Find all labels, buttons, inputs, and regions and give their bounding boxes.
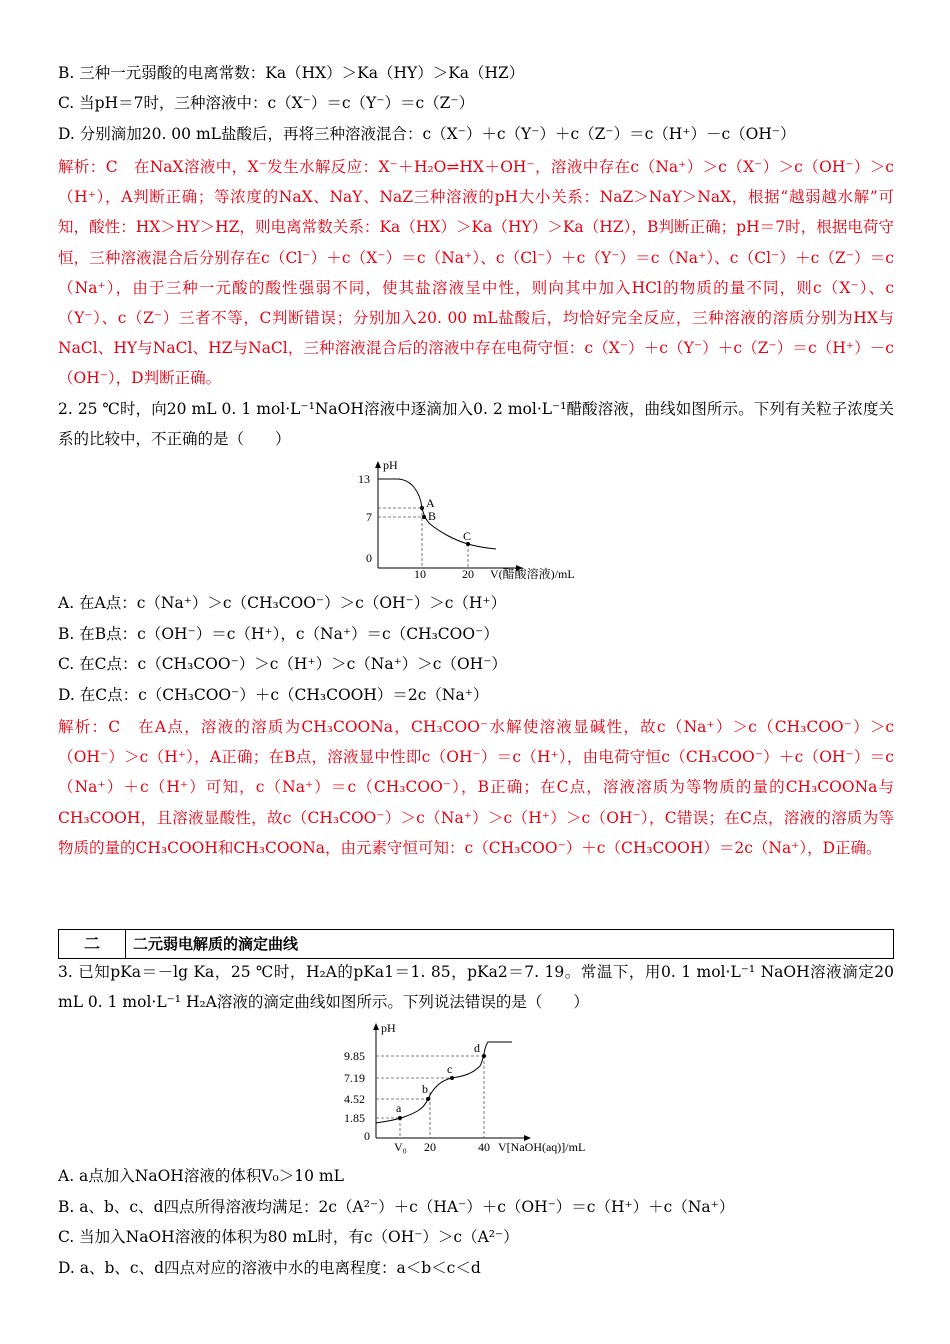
q3-point-a xyxy=(398,1116,402,1120)
q3-x-tick: V₀ xyxy=(394,1140,407,1154)
q3-y-tick: 0 xyxy=(364,1129,370,1143)
q3-ph-chart xyxy=(338,1020,628,1156)
q2-option-a: A. 在A点：c（Na⁺）＞c（CH₃COO⁻）＞c（OH⁻）＞c（H⁺） xyxy=(58,594,507,612)
q3-point-a-label: a xyxy=(396,1101,402,1115)
q3-y-tick: 4.52 xyxy=(344,1092,365,1106)
q2-point-a-label: A xyxy=(426,496,435,510)
q3-point-d xyxy=(482,1054,486,1058)
q3-y-arrow xyxy=(373,1023,379,1030)
q3-option-d: D. a、b、c、d四点对应的溶液中水的电离程度：a＜b＜c＜d xyxy=(58,1259,481,1277)
q3-x-tick: 20 xyxy=(424,1140,436,1154)
q1-analysis: 解析：C 在NaX溶液中，X⁻发生水解反应：X⁻＋H₂O⇌HX＋OH⁻，溶液中存在c（Na⁺）＞c（X⁻）＞c（OH⁻）＞c（H⁺），A判断正确；等浓度的NaX、NaY、NaZ三种溶液的pH大小关系：NaZ＞NaY＞NaX，根据“越弱越水解”可知，酸性：HX＞HY＞HZ，则电离常数关系：Ka（HX）＞Ka（HY）＞Ka（HZ），B判断正确；pH＝7时，根据电荷守恒，三种溶液混合后分别存在c（Cl⁻）＋c（X⁻）＝c（Na⁺）、c（Cl⁻）＋c（Y⁻）＝c（Na⁺）、c（Cl⁻）＋c（Z⁻）＝c（Na⁺），由于三种一元酸的酸性强弱不同，使其盐溶液呈中性，则向其中加入HCl的物质的量不同，则c（X⁻）、c（Y⁻）、c（Z⁻）三者不等，C判断错误；分别加入20. 00 mL盐酸后，均恰好完全反应，三种溶液的溶质分别为HX与NaCl、HY与NaCl、HZ与NaCl，三种溶液混合后的溶液中存在电荷守恒：c（X⁻）＋c（Y⁻）＋c（Z⁻）＝c（H⁺）－c（OH⁻），D判断正确。 xyxy=(58,158,894,388)
q2-y-tick: 13 xyxy=(358,472,370,486)
section-header xyxy=(58,929,894,959)
section-title: 二元弱电解质的滴定曲线 xyxy=(133,935,299,953)
q3-option-b: B. a、b、c、d四点所得溶液均满足：2c（A²⁻）＋c（HA⁻）＋c（OH⁻）＝c（H⁺）＋c（Na⁺） xyxy=(58,1198,735,1216)
q2-y-arrow xyxy=(375,461,381,468)
q2-y-tick: 0 xyxy=(366,551,372,565)
q2-stem: 2. 25 ℃时，向20 mL 0. 1 mol·L⁻¹NaOH溶液中逐滴加入0. 2 mol·L⁻¹醋酸溶液，曲线如图所示。下列有关粒子浓度关系的比较中，不正确的是（ ） xyxy=(58,400,894,449)
q2-ph-chart xyxy=(350,458,610,580)
q2-x-label: V(醋酸溶液)/mL xyxy=(490,567,575,580)
q1-option-b: B. 三种一元弱酸的电离常数：Ka（HX）＞Ka（HY）＞Ka（HZ） xyxy=(58,64,525,82)
q1-option-d: D. 分别滴加20. 00 mL盐酸后，再将三种溶液混合：c（X⁻）＋c（Y⁻）＋c（Z⁻）＝c（H⁺）－c（OH⁻） xyxy=(58,125,796,143)
q2-point-b-label: B xyxy=(428,509,437,523)
q2-option-c: C. 在C点：c（CH₃COO⁻）＞c（H⁺）＞c（Na⁺）＞c（OH⁻） xyxy=(58,655,507,673)
q2-titration-curve xyxy=(378,479,496,549)
q3-y-label: pH xyxy=(381,1021,396,1035)
q3-point-b xyxy=(426,1097,430,1101)
q3-x-label: V[NaOH(aq)]/mL xyxy=(498,1140,586,1154)
q3-option-a: A. a点加入NaOH溶液的体积V₀＞10 mL xyxy=(58,1167,344,1185)
q2-point-a xyxy=(420,506,424,510)
q3-y-tick: 1.85 xyxy=(344,1111,365,1125)
q2-option-d: D. 在C点：c（CH₃COO⁻）＋c（CH₃COOH）＝2c（Na⁺） xyxy=(58,686,489,704)
q3-x-tick: 40 xyxy=(478,1140,490,1154)
q2-x-tick: 20 xyxy=(462,567,474,580)
q2-point-c-label: C xyxy=(463,529,472,543)
q1-option-c: C. 当pH＝7时，三种溶液中：c（X⁻）＝c（Y⁻）＝c（Z⁻） xyxy=(58,94,475,112)
q3-point-b-label: b xyxy=(422,1082,428,1096)
section-number: 二 xyxy=(59,930,126,958)
q2-x-tick: 10 xyxy=(414,567,426,580)
q2-option-b: B. 在B点：c（OH⁻）＝c（H⁺），c（Na⁺）＝c（CH₃COO⁻） xyxy=(58,625,499,643)
q3-y-tick: 7.19 xyxy=(344,1071,365,1085)
q3-point-d-label: d xyxy=(474,1041,480,1055)
q3-point-c-label: c xyxy=(447,1062,453,1076)
q3-y-tick: 9.85 xyxy=(344,1049,365,1063)
q2-analysis: 解析：C 在A点，溶液的溶质为CH₃COONa，CH₃COO⁻水解使溶液显碱性，故c（Na⁺）＞c（CH₃COO⁻）＞c（OH⁻）＞c（H⁺），A正确；在B点，溶液显中性即c（OH⁻）＝c（H⁺），由电荷守恒c（CH₃COO⁻）＋c（OH⁻）＝c（Na⁺）＋c（H⁺）可知，c（Na⁺）＝c（CH₃COO⁻），B正确；在C点，溶液溶质为等物质的量的CH₃COONa与CH₃COOH，且溶液显酸性，故c（CH₃COO⁻）＞c（Na⁺）＞c（H⁺）＞c（OH⁻），C错误；在C点，溶液的溶质为等物质的量的CH₃COOH和CH₃COONa，由元素守恒可知：c（CH₃COO⁻）＋c（CH₃COOH）＝2c（Na⁺），D正确。 xyxy=(58,718,894,857)
q3-point-c xyxy=(450,1076,454,1080)
q2-y-label: pH xyxy=(383,458,398,472)
q3-stem: 3. 已知pKa＝－lg Ka，25 ℃时，H₂A的pKa1＝1. 85，pKa2＝7. 19。常温下，用0. 1 mol·L⁻¹ NaOH溶液滴定20 mL 0. 1 mol·L⁻¹ H₂A溶液的滴定曲线如图所示。下列说法错误的是（ ） xyxy=(58,963,894,1012)
q2-y-tick: 7 xyxy=(366,510,372,524)
q2-point-b xyxy=(422,515,426,519)
q3-option-c: C. 当加入NaOH溶液的体积为80 mL时，有c（OH⁻）＞c（A²⁻） xyxy=(58,1228,519,1246)
